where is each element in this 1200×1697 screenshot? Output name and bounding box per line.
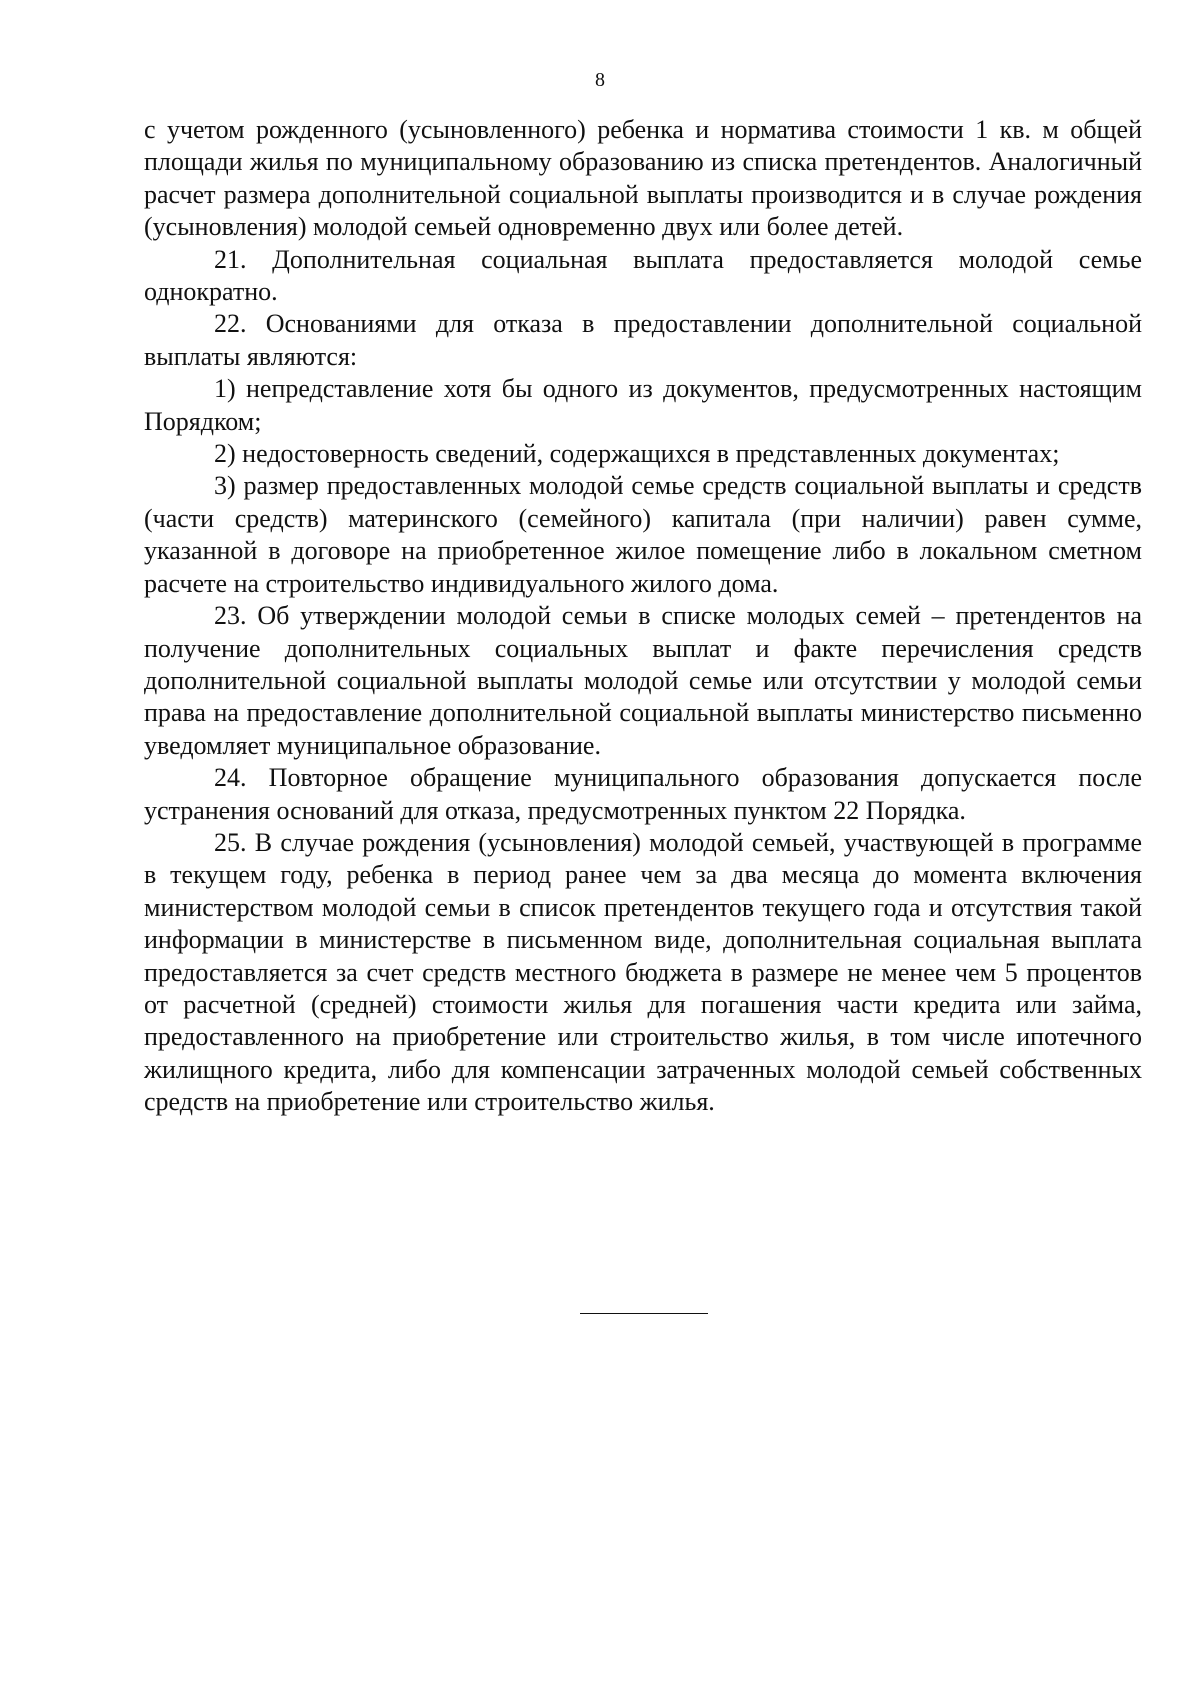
paragraph-continuation: с учетом рожденного (усыновленного) ребенка и норматива стоимости 1 кв. м общей площади жилья по муниципальному образованию из списка претендентов. Аналогичный расчет размера дополнительной социальной выплаты производится и в случае рождения (усыновления) молодой семьей одновременно двух или более детей. [144, 115, 1142, 242]
paragraph-21: 21. Дополнительная социальная выплата предоставляется молодой семье однократно. [144, 244, 1142, 307]
document-body [144, 114, 1142, 1119]
paragraph-24: 24. Повторное обращение муниципального образования допускается после устранения оснований для отказа, предусмотренных пунктом 22 Порядка. [144, 763, 1142, 825]
paragraph-23: 23. Об утверждении молодой семьи в списке молодых семей – претендентов на получение дополнительных социальных выплат и факте перечисления средств дополнительной социальной выплаты молодой семье или отсутствии у молодой семьи права на предоставление дополнительной социальной выплаты министерство письменно уведомляет муниципальное образование. [144, 601, 1142, 760]
paragraph-22: 22. Основаниями для отказа в предоставлении дополнительной социальной выплаты являются: [144, 309, 1142, 371]
page-number: 8 [595, 69, 605, 91]
paragraph-22-item-3: 3) размер предоставленных молодой семье средств социальной выплаты и средств (части средств) материнского (семейного) капитала (при наличии) равен сумме, указанной в договоре на приобретенное жилое помещение либо в локальном сметном расчете на строительство индивидуального жилого дома. [144, 471, 1142, 598]
closing-rule [580, 1313, 708, 1314]
paragraph-22-item-1: 1) непредставление хотя бы одного из документов, предусмотренных настоящим Порядком; [144, 374, 1142, 436]
paragraph-25: 25. В случае рождения (усыновления) молодой семьей, участвующей в программе в текущем году, ребенка в период ранее чем за два месяца до момента включения министерством молодой семьи в список претендентов текущего года и отсутствия такой информации в министерстве в письменном виде, дополнительная социальная выплата предоставляется за счет средств местного бюджета в размере не менее чем 5 процентов от расчетной (средней) стоимости жилья для погашения части кредита или займа, предоставленного на приобретение или строительство жилья, в том числе ипотечного жилищного кредита, либо для компенсации затраченных молодой семьей собственных средств на приобретение или строительство жилья. [144, 827, 1142, 1117]
paragraph-22-item-2: 2) недостоверность сведений, содержащихся в представленных документах; [214, 439, 1060, 469]
